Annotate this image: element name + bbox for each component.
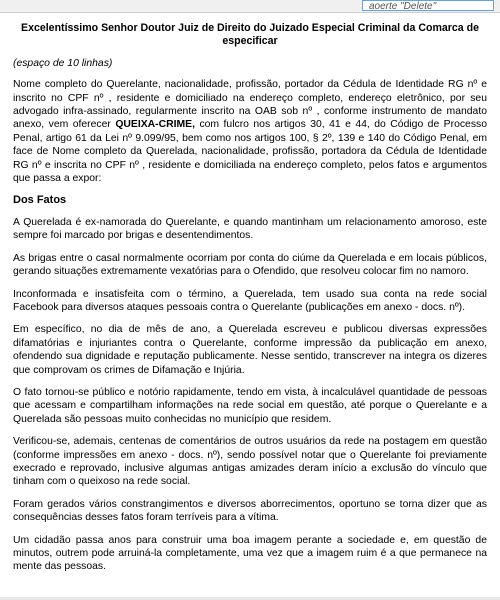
delete-hint-box[interactable] [362,0,494,11]
intro-text-before: Nome completo do Querelante, nacionalidade, profissão, portador da Cédula de Identidade RG nº e inscrito no CPF nº , residente e domiciliado na endereço completo, endereço eletrônico, por seu advogado infra-assinado, regularmente inscrito na OAB sob nº , conforme instrumento de mandato anexo, vem oferecer [13,79,487,131]
fact-paragraph-6: Verificou-se, ademais, centenas de comentários de outros usuários da rede na postagem em questão (conforme impressões em anexo - docs. nº), sendo possível notar que o Querelante foi previamente execrado e reprovado, inclusive algumas antigas amizades deram início a exclusão do vínculo que tinham com o queixoso na rede social. [13,436,487,488]
document-page [13,22,487,583]
fact-paragraph-1: A Querelada é ex-namorada do Querelante, e quando mantinham um relacionamento amoroso, este sempre foi marcado por brigas e desentendimentos. [13,216,487,242]
intro-text-after: com fulcro nos artigos 30, 41 e 44, do Código de Processo Penal, artigo 61 da Lei nº 9.099/95, bem como nos artigos 100, § 2º, 139 e 140 do Código Penal, em face de Nome completo da Querelada, nacionalidade, profissão, portadora da Cédula de Identidade RG nº e inscrita no CPF nº , residente e domiciliada na endereço completo, pelos fatos e argumentos que passa a expor: [13,119,487,185]
fact-paragraph-8: Um cidadão passa anos para construir uma boa imagem perante a sociedade e, em questão de minutos, outrem pode arruiná-la completamente, uma vez que a imagem ruim é a que permanece na mente das pessoas. [13,534,487,573]
fact-paragraph-3: Inconformada e insatisfeita com o término, a Querelada, tem usado sua conta na rede social Facebook para diversos ataques pessoais contra o Querelante (publicações em anexo - docs. nº). [13,288,487,313]
intro-paragraph [13,78,487,185]
spacing-note: (espaço de 10 linhas) [13,57,113,69]
fact-paragraph-5: O fato tornou-se público e notório rapidamente, tendo em vista, à incalculável quantidade de pessoas que acessam e compartilham informações na rede social em questão, até porque o Querelante e a Querelada são pessoas muito conhecidas no município que residem. [13,386,487,425]
delete-hint-text: aoerte "Delete" [369,1,437,12]
fact-paragraph-4: Em específico, no dia de mês de ano, a Querelada escreveu e publicou diversas expressões difamatórias e injuriantes contra o Querelante, conforme impressão da publicação em anexo, ofendendo sua dignidade e reputação publicamente. Nesse sentido, transcrever na integra os dizeres que comprovam os crimes de Difamação e Injúria. [13,324,487,376]
document-title: Excelentíssimo Senhor Doutor Juiz de Direito do Juizado Especial Criminal da Comarca de especificar [21,22,479,48]
section-heading-dos-fatos: Dos Fatos [13,194,67,207]
fact-paragraph-7: Foram gerados vários constrangimentos e diversos aborrecimentos, oportuno se torna dizer que as consequências desses fatos foram terríveis para a vítima. [13,498,487,524]
top-toolbar [0,0,500,13]
fact-paragraph-2: As brigas entre o casal normalmente ocorriam por conta do ciúme da Querelada e em locais públicos, gerando situações extremamente vexatórias para o Ofendido, que resolveu colocar fim no namoro. [13,252,487,278]
queixa-crime-emphasis: QUEIXA-CRIME, [115,119,195,131]
